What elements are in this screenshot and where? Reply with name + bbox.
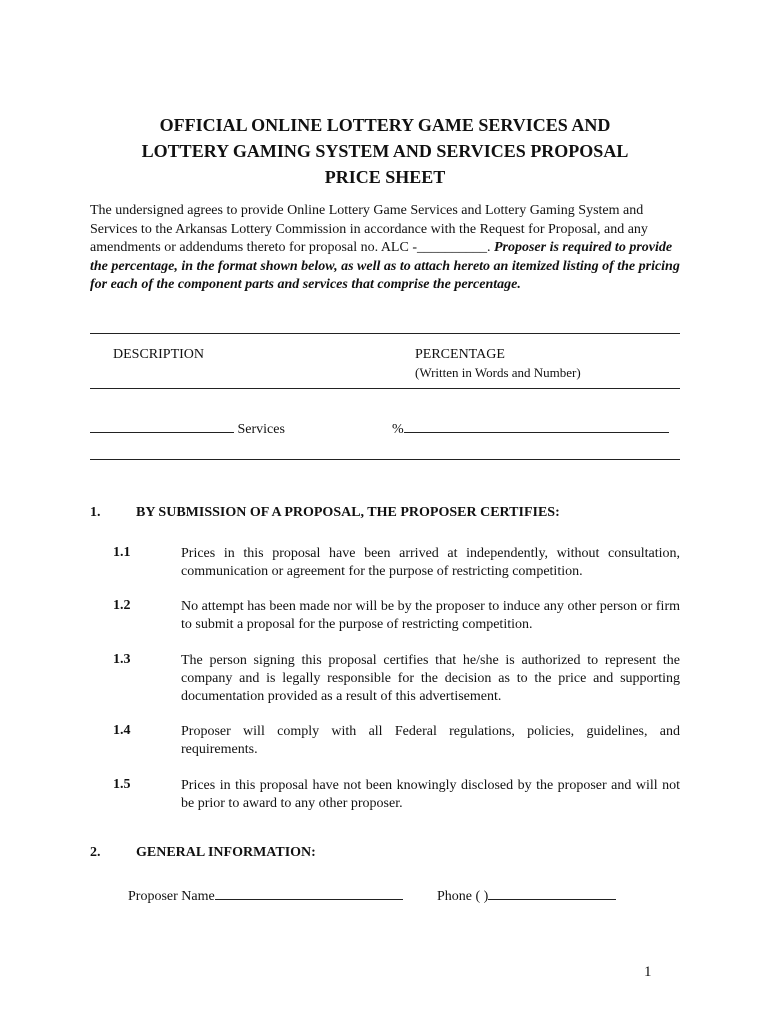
intro-emphasis-text: Proposer is required to provide the percentage, in the format shown below, as well as to attach hereto an itemized listing of the pricing for each of the component parts and services that comprise the percentage. <box>90 240 680 292</box>
proposer-name-blank[interactable] <box>215 885 403 900</box>
services-row <box>90 418 285 439</box>
percentage-header: PERCENTAGE <box>415 347 505 362</box>
title-line-3: PRICE SHEET <box>324 167 446 187</box>
percentage-subheader: (Written in Words and Number) <box>415 365 581 380</box>
table-bottom-rule <box>90 459 680 460</box>
percent-sign: % <box>392 422 404 437</box>
item-1-5-number: 1.5 <box>113 777 131 792</box>
section-1-heading: BY SUBMISSION OF A PROPOSAL, THE PROPOSER CERTIFIES: <box>136 505 560 520</box>
title-line-2: LOTTERY GAMING SYSTEM AND SERVICES PROPOSAL <box>141 141 629 161</box>
section-2-number: 2. <box>90 845 101 860</box>
item-1-5-text: Prices in this proposal have not been knowingly disclosed by the proposer and will not be prior to award to any other proposer. <box>181 778 680 811</box>
item-1-4-text: Proposer will comply with all Federal regulations, policies, guidelines, and requirements. <box>181 724 680 757</box>
services-label: Services <box>237 422 285 437</box>
services-name-blank[interactable] <box>90 418 234 433</box>
proposer-name-label: Proposer Name <box>128 889 215 904</box>
intro-plain-text: The undersigned agrees to provide Online Lottery Game Services and Lottery Gaming System and Services to the Arkansas Lottery Commission in accordance with the Request for Proposal, and any amendments or addendums thereto for proposal no. ALC -__________. <box>90 203 648 255</box>
section-2-heading: GENERAL INFORMATION: <box>136 845 316 860</box>
item-1-1-text: Prices in this proposal have been arrived at independently, without consultation, communication or agreement for the purpose of restricting competition. <box>181 546 680 579</box>
percentage-row <box>392 418 669 439</box>
item-1-3-text: The person signing this proposal certifies that he/she is authorized to represent the company and is legally responsible for the decision as to the price and supporting documentation provided as a result of this advertisement. <box>181 653 680 704</box>
table-top-rule <box>90 333 680 334</box>
item-1-3-number: 1.3 <box>113 652 131 667</box>
phone-label: Phone ( ) <box>437 889 489 904</box>
intro-paragraph <box>90 202 680 295</box>
section-1-number: 1. <box>90 505 101 520</box>
item-1-2-text: No attempt has been made nor will be by the proposer to induce any other person or firm to submit a proposal for the purpose of restricting competition. <box>181 599 680 632</box>
description-header: DESCRIPTION <box>113 347 205 362</box>
phone-blank[interactable] <box>488 885 616 900</box>
item-1-2-number: 1.2 <box>113 598 131 613</box>
table-header-rule <box>90 388 680 389</box>
document-title <box>60 112 710 190</box>
item-1-4-number: 1.4 <box>113 723 131 738</box>
percentage-blank[interactable] <box>404 418 669 433</box>
title-line-1: OFFICIAL ONLINE LOTTERY GAME SERVICES AND <box>159 115 611 135</box>
phone-field <box>437 885 616 906</box>
item-1-1-number: 1.1 <box>113 545 131 560</box>
proposer-name-field <box>128 885 403 906</box>
page-number: 1 <box>644 964 652 980</box>
